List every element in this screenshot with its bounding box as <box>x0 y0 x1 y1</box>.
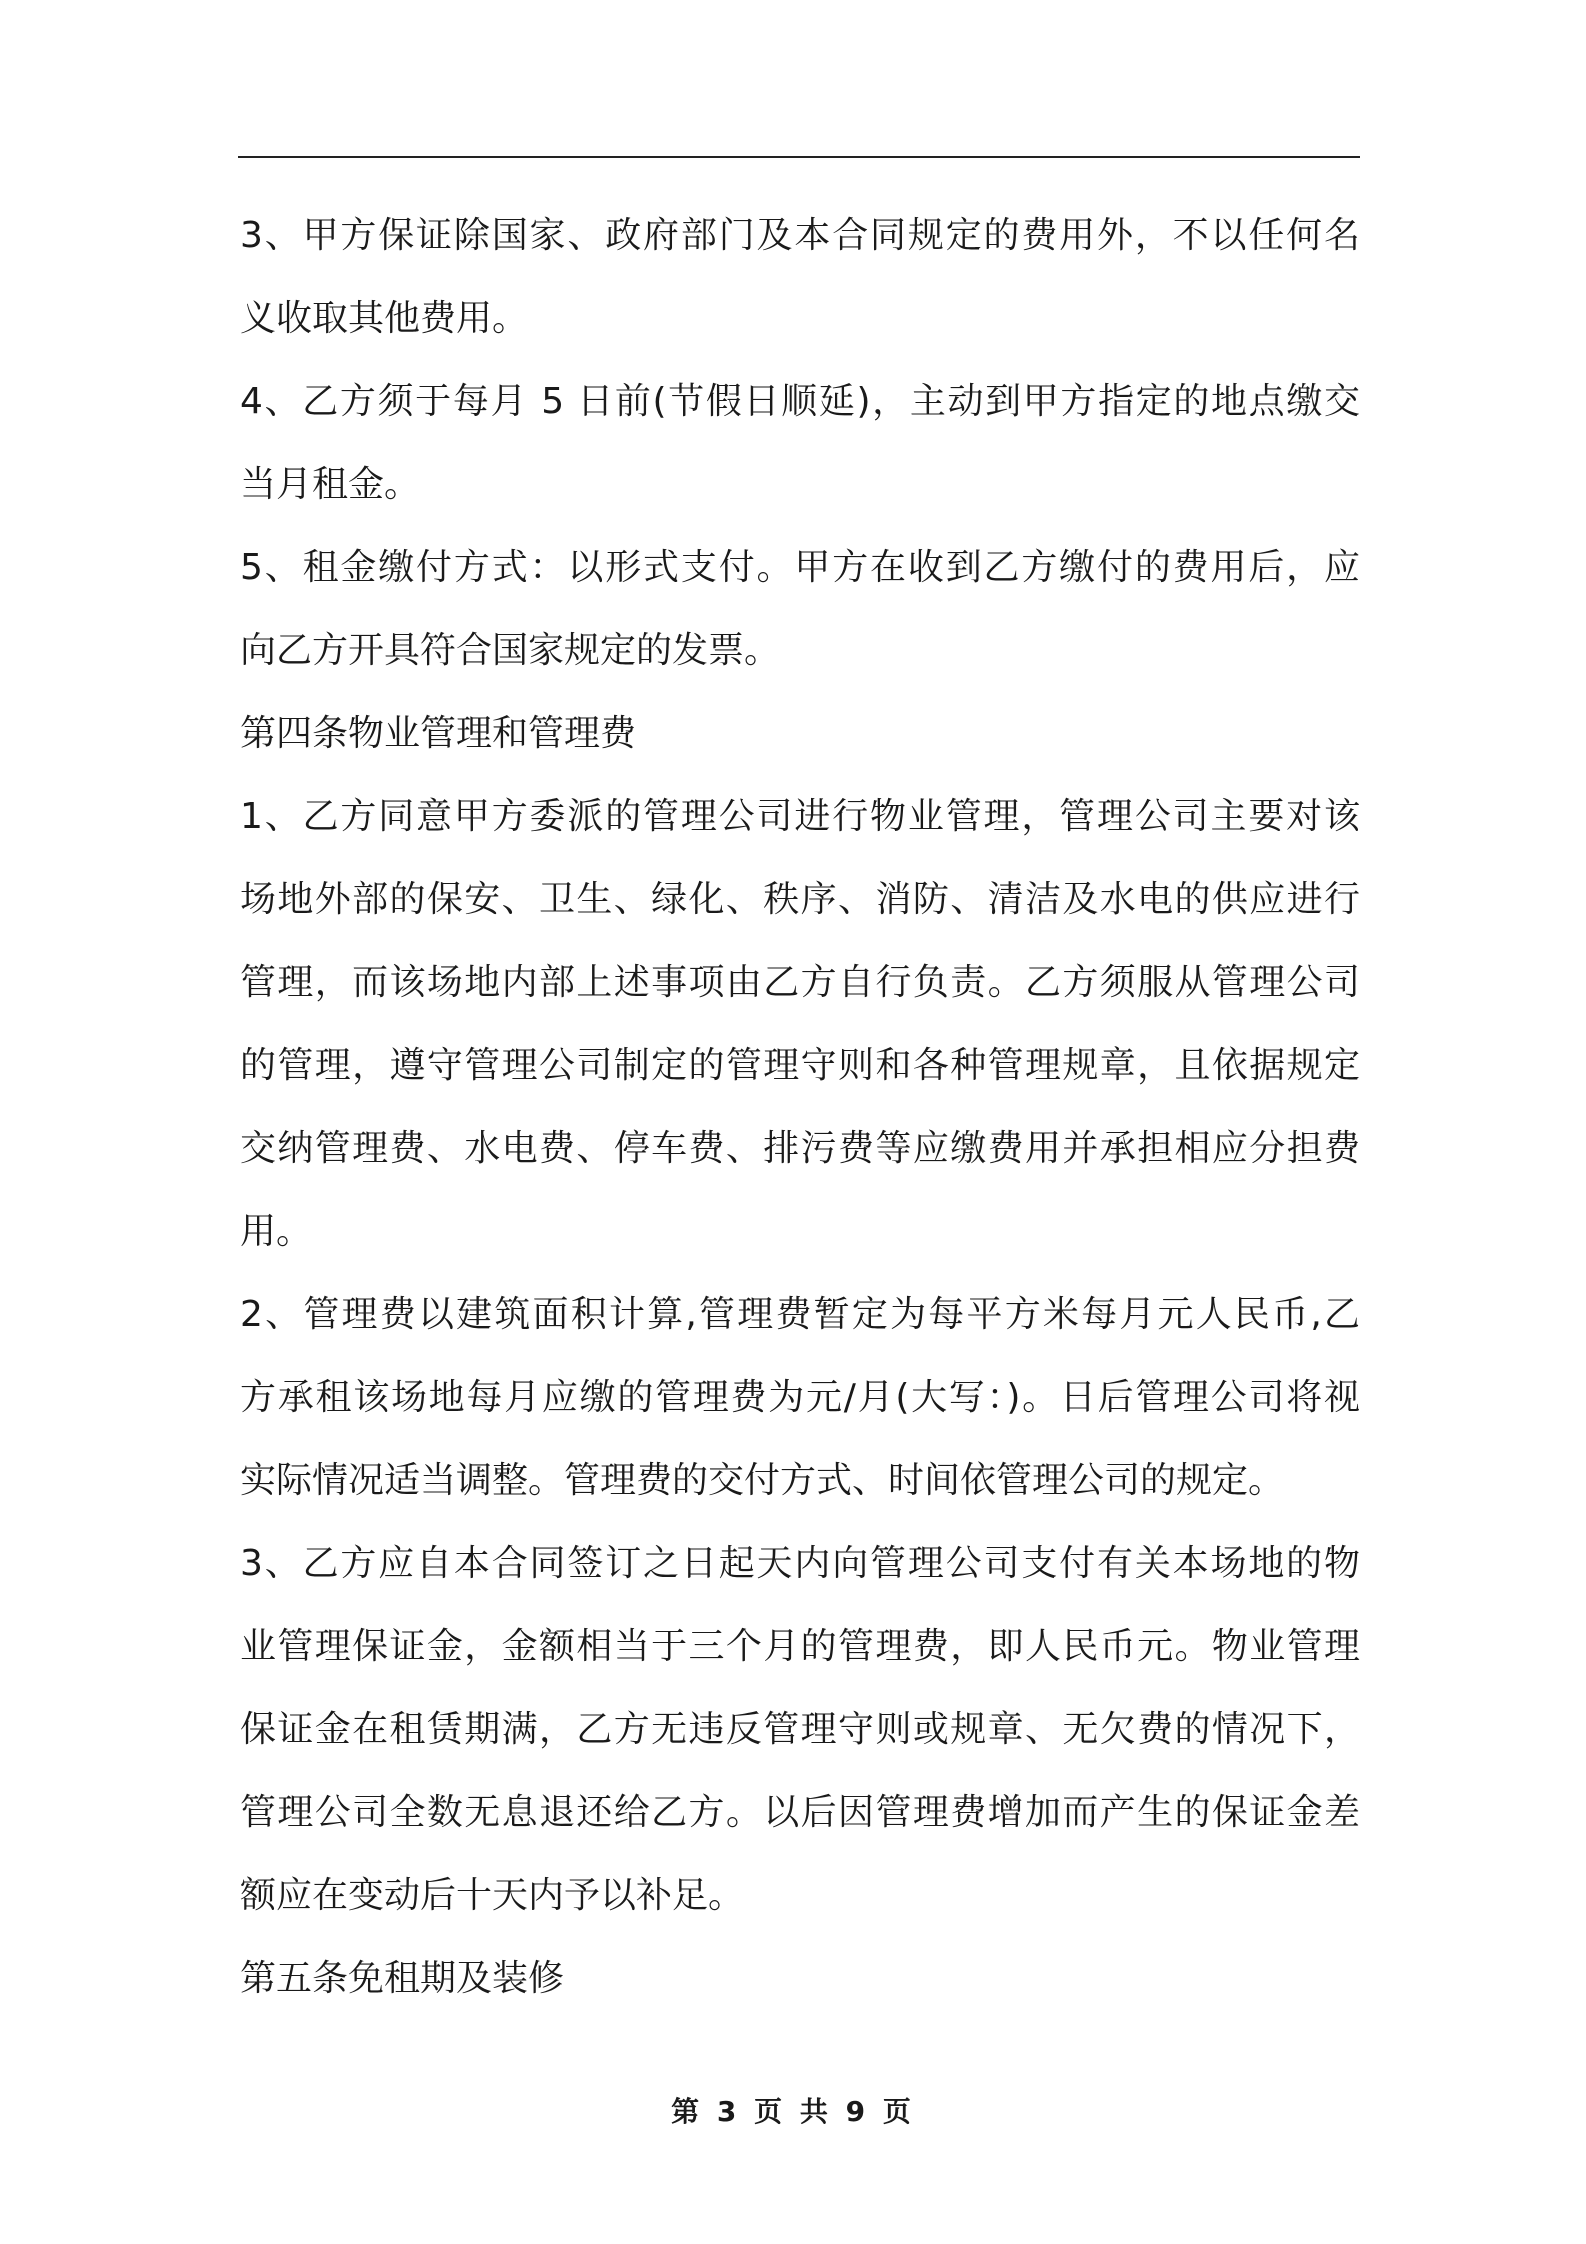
body-line: 第四条物业管理和管理费 <box>240 713 637 754</box>
body-line: 的管理，遵守管理公司制定的管理守则和各种管理规章，且依据规定 <box>240 1045 1360 1086</box>
body-line: 用。 <box>240 1211 313 1252</box>
body-line: 当月租金。 <box>240 464 421 505</box>
body-line: 额应在变动后十天内予以补足。 <box>240 1875 745 1916</box>
body-line: 保证金在租赁期满，乙方无违反管理守则或规章、无欠费的情况下， <box>240 1709 1360 1750</box>
body-line: 5、租金缴付方式：以形式支付。甲方在收到乙方缴付的费用后，应 <box>240 547 1360 588</box>
body-line: 1、乙方同意甲方委派的管理公司进行物业管理，管理公司主要对该 <box>240 796 1360 837</box>
body-line: 业管理保证金，金额相当于三个月的管理费，即人民币元。物业管理 <box>240 1626 1360 1667</box>
body-line: 交纳管理费、水电费、停车费、排污费等应缴费用并承担相应分担费 <box>240 1128 1360 1169</box>
body-line: 3、甲方保证除国家、政府部门及本合同规定的费用外，不以任何名 <box>240 215 1360 256</box>
body-line: 管理，而该场地内部上述事项由乙方自行负责。乙方须服从管理公司 <box>240 962 1360 1003</box>
body-line: 场地外部的保安、卫生、绿化、秩序、消防、清洁及水电的供应进行 <box>240 879 1360 920</box>
body-line: 3、乙方应自本合同签订之日起天内向管理公司支付有关本场地的物 <box>240 1543 1360 1584</box>
body-line: 向乙方开具符合国家规定的发票。 <box>240 630 781 671</box>
body-line: 实际情况适当调整。管理费的交付方式、时间依管理公司的规定。 <box>240 1460 1285 1501</box>
body-line: 第五条免租期及装修 <box>240 1958 565 1999</box>
body-line: 4、乙方须于每月 5 日前(节假日顺延)，主动到甲方指定的地点缴交 <box>240 381 1360 422</box>
page-number: 第 3 页 共 9 页 <box>671 2095 915 2128</box>
body-line: 义收取其他费用。 <box>240 298 529 339</box>
document-body <box>240 194 1360 2020</box>
header-rule <box>238 156 1360 158</box>
body-line: 方承租该场地每月应缴的管理费为元/月(大写：)。日后管理公司将视 <box>240 1377 1360 1418</box>
body-line: 管理公司全数无息退还给乙方。以后因管理费增加而产生的保证金差 <box>240 1792 1360 1833</box>
body-line: 2、管理费以建筑面积计算,管理费暂定为每平方米每月元人民币,乙 <box>240 1294 1360 1335</box>
